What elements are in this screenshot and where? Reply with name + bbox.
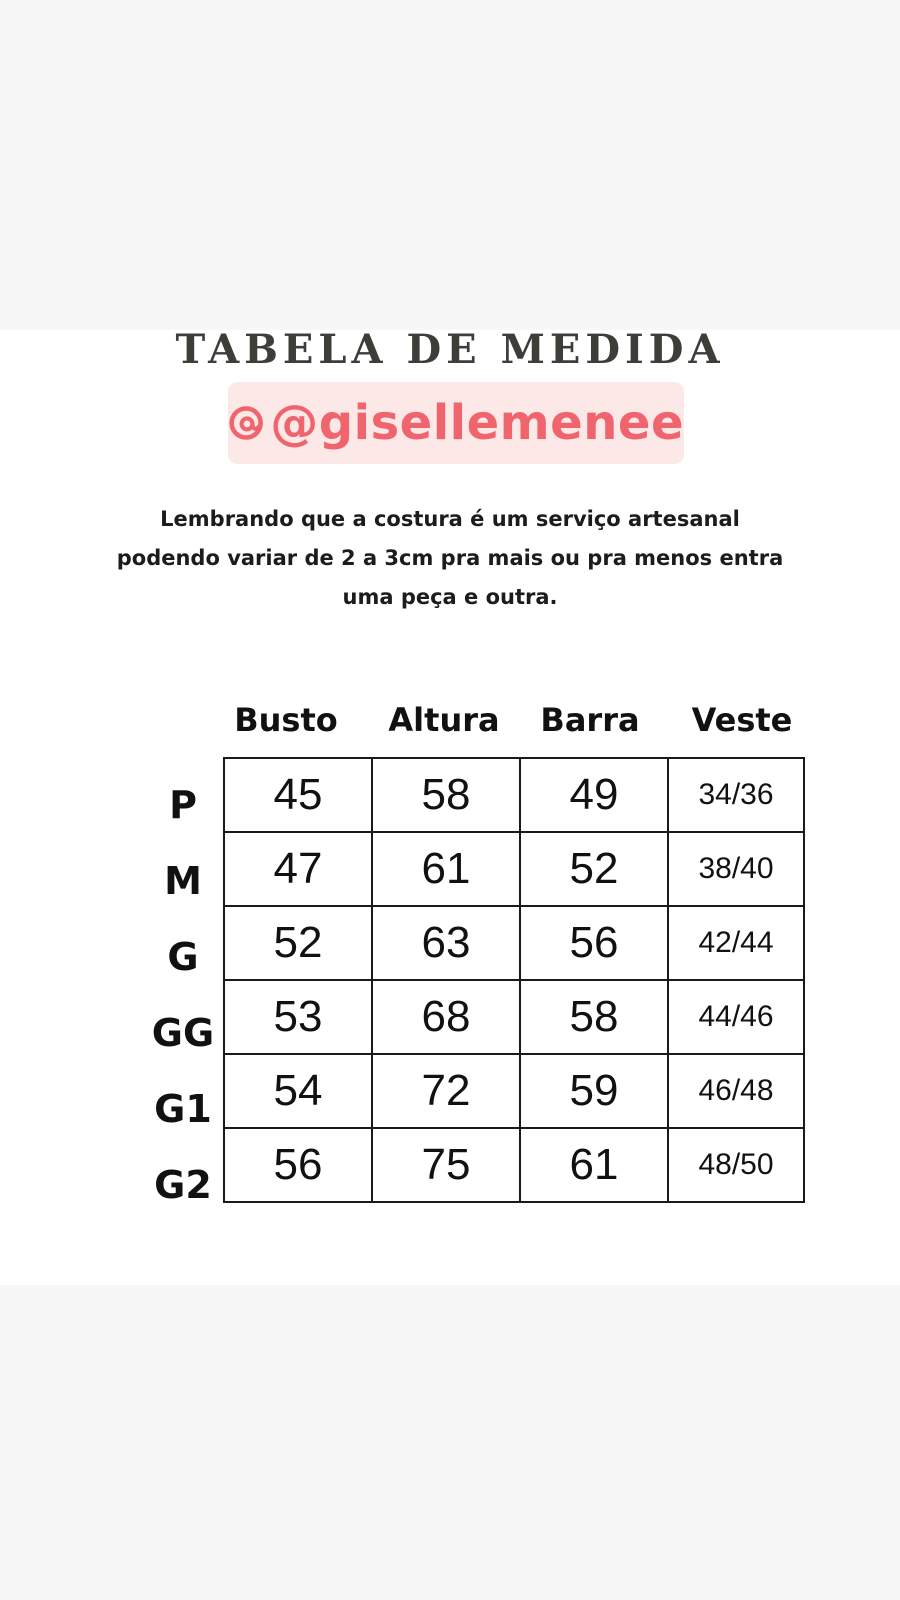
threads-icon [228,403,264,443]
cell-barra: 59 [520,1054,668,1128]
username-sticker[interactable] [228,382,684,464]
cell-barra: 56 [520,906,668,980]
table-row [224,906,804,980]
row-label-g1: G1 [154,1087,212,1131]
cell-barra: 61 [520,1128,668,1202]
cell-barra: 49 [520,758,668,832]
note-line: podendo variar de 2 a 3cm pra mais ou pra menos entra [116,546,784,570]
row-label-p: P [169,783,197,827]
cell-busto: 47 [224,832,372,906]
table-row [224,758,804,832]
cell-busto: 45 [224,758,372,832]
cell-veste: 38/40 [668,832,804,906]
column-header-barra: Barra [540,701,640,739]
cell-busto: 54 [224,1054,372,1128]
note-line: Lembrando que a costura é um serviço artesanal [160,507,740,531]
row-label-g: G [167,935,199,979]
cell-altura: 72 [372,1054,520,1128]
cell-altura: 63 [372,906,520,980]
table-row [224,1054,804,1128]
size-table [223,757,805,1203]
cell-veste: 34/36 [668,758,804,832]
cell-altura: 68 [372,980,520,1054]
cell-altura: 61 [372,832,520,906]
row-label-g2: G2 [154,1163,212,1207]
cell-barra: 52 [520,832,668,906]
table-row [224,980,804,1054]
cell-busto: 56 [224,1128,372,1202]
cell-veste: 48/50 [668,1128,804,1202]
column-header-veste: Veste [691,701,793,739]
column-header-altura: Altura [388,701,500,739]
cell-altura: 58 [372,758,520,832]
cell-veste: 42/44 [668,906,804,980]
column-header-busto: Busto [234,701,338,739]
cell-busto: 53 [224,980,372,1054]
table-row [224,1128,804,1202]
table-row [224,832,804,906]
row-label-m: M [164,859,202,903]
cell-veste: 44/46 [668,980,804,1054]
note-line: uma peça e outra. [342,585,558,609]
cell-barra: 58 [520,980,668,1054]
username-handle: @gisellemenee [270,395,684,451]
tailoring-note [80,500,820,617]
cell-veste: 46/48 [668,1054,804,1128]
row-label-gg: GG [151,1011,215,1055]
cell-busto: 52 [224,906,372,980]
cell-altura: 75 [372,1128,520,1202]
page-title: TABELA DE MEDIDA [175,326,725,373]
